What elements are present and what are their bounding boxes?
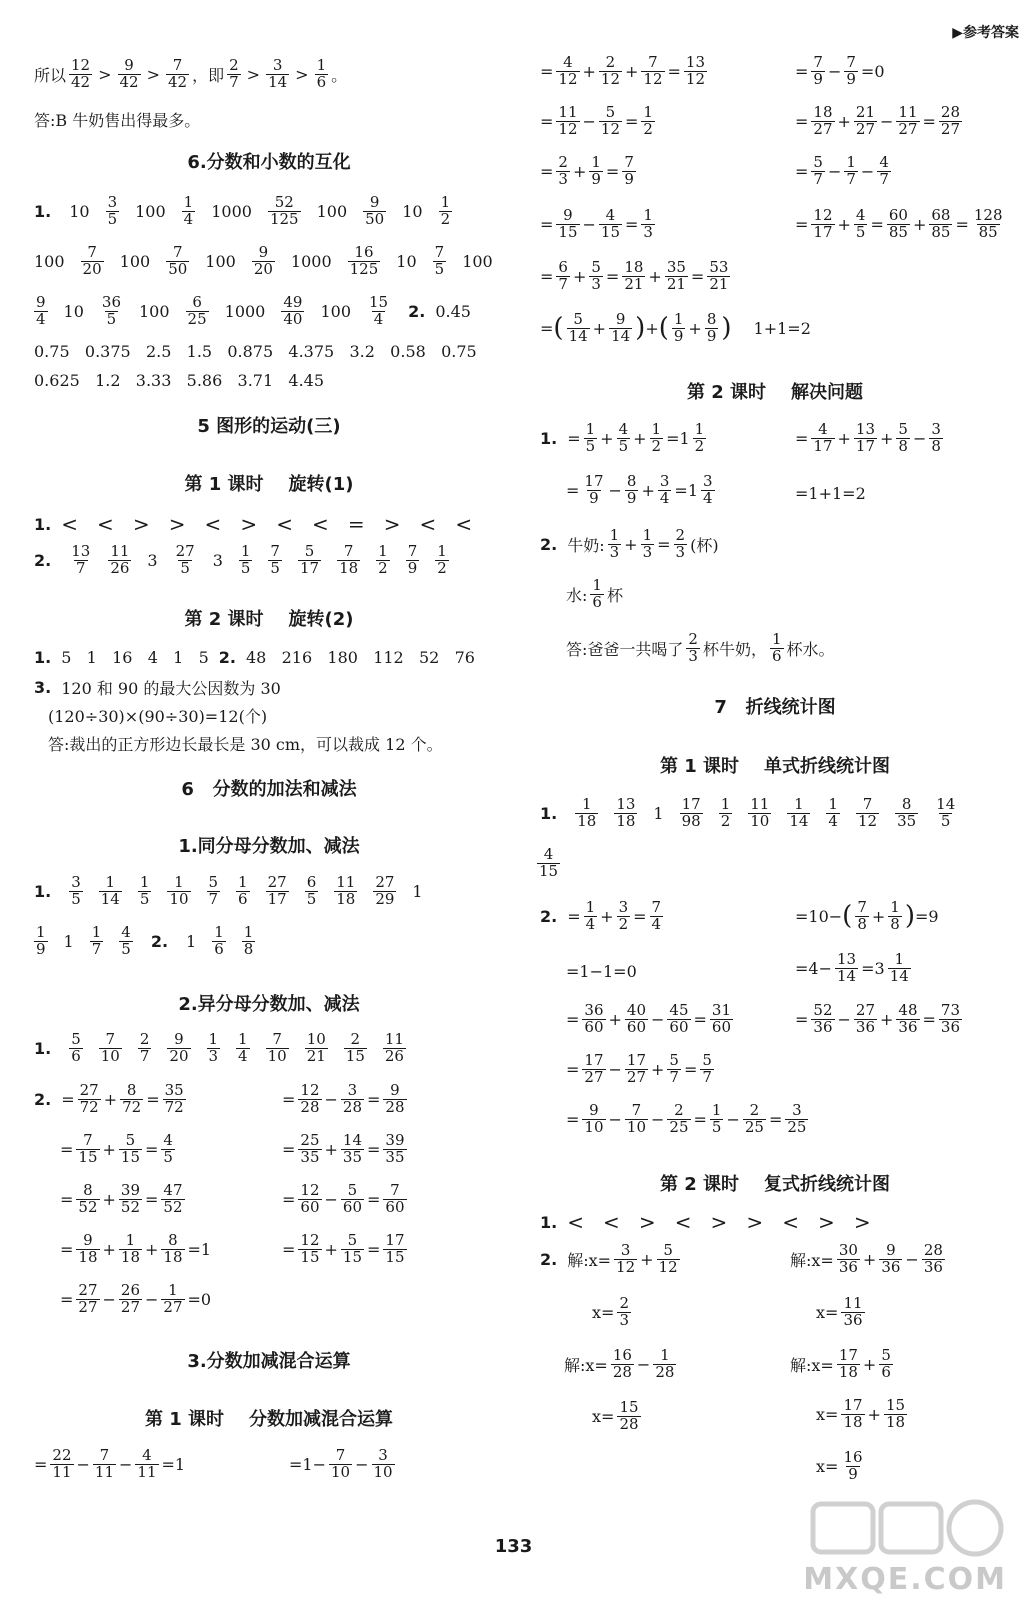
answer-row: 0.75 0.375 2.5 1.5 0.875 4.375 3.2 0.58 0.75 [34,342,477,361]
equation: 解:x= $\frac{17}{18}$ + $\frac{5}{6}$ [790,1346,891,1381]
equation: =4− $\frac{13}{14}$ =3 1 14 [795,950,909,985]
equation: 解:x= $\frac{16}{28}$ − $\frac{1}{28}$ [564,1346,675,1381]
answer-row: 9 4 10 36 5 100 6 25 1000 49 40 100 15 4 2. 0.45 [36,293,471,328]
equation: = $\frac{4}{12}$ + $\frac{2}{12}$ + $\frac{7}{12}$ = $\frac{13}{12}$ [540,53,705,88]
equation: = $\frac{2}{3}$ + $\frac{1}{9}$ = $\frac{7}{9}$ [540,153,634,188]
fraction: 12 42 [71,56,91,91]
equation: 解:x= $\frac{30}{36}$ + $\frac{9}{36}$ − $\frac{28}{36}$ [790,1241,943,1276]
equation: = $\frac{12}{15}$ + $\frac{5}{15}$ = $\frac{17}{15}$ [282,1231,405,1266]
unit-heading: 6 分数的加法和减法 [181,779,357,800]
comparison-line: 所以 12 42 > 9 42 > 7 42 ，即 2 7 > 3 14 > 1 6 。 [34,56,348,91]
answer-row: 100 7 20 100 7 50 100 9 20 1000 16 125 10 7 5 100 [34,243,493,278]
answer-row: 1. < < > > < > < < = > < < [34,512,473,536]
answer-row: 1. 3 5 1 14 1 5 1 10 5 7 1 6 27 17 6 5 11 18 27 29 1 [34,873,423,908]
equation: = $\frac{11}{12}$ − $\frac{5}{12}$ = $\frac{1}{2}$ [540,103,653,138]
answer-text: 答:爸爸一共喝了 2 3 杯牛奶， 1 6 杯水。 [566,630,835,665]
equation: = $\frac{7}{9}$ − $\frac{7}{9}$ =0 [795,53,885,88]
equation: = $\frac{27}{27}$ − $\frac{26}{27}$ − $\frac{1}{27}$ =0 [60,1281,212,1316]
fraction: 3 14 [268,56,288,91]
section-heading: 2.异分母分数加、减法 [178,994,360,1015]
equation: = $\frac{17}{9}$ − $\frac{8}{9}$ + $\frac{3}{4}$ =1 3 4 [566,472,713,507]
lesson-heading: 第 2 课时 解决问题 [686,382,864,403]
equation: = $\frac{8}{52}$ + $\frac{39}{52}$ = $\frac{47}{52}$ [60,1181,183,1216]
unit-heading: 7 折线统计图 [714,697,836,718]
unit-heading: 5 图形的运动(三) [197,416,341,437]
page-number: 133 [494,1536,533,1557]
equation: 2. 牛奶: 1 3 + $\frac{1}{3}$ = $\frac{2}{3}$ (杯) [540,526,719,561]
equation: = $\frac{9}{18}$ + $\frac{1}{18}$ + $\frac{8}{18}$ =1 [60,1231,212,1266]
equation: x= $\frac{15}{28}$ [592,1398,639,1433]
equation: 水: 1 6 杯 [566,576,623,611]
fraction: 7 42 [168,56,188,91]
fraction: 1 6 [316,56,327,91]
answer-row: 1. 10 3 5 100 1 4 1000 52 125 100 9 50 10 1 2 [34,193,451,228]
equation: = $\frac{9}{10}$ − $\frac{7}{10}$ − $\frac{2}{25}$ = $\frac{1}{5}$ − $\frac{2}{25}$ = $\frac{3}{25}$ [566,1101,807,1136]
equation: = $\frac{12}{17}$ + $\frac{4}{5}$ = $\frac{60}{85}$ + $\frac{68}{85}$ = $\frac{128}{85}$ [795,206,1003,241]
answer-row: 3. 120 和 90 的最大公因数为 30 [34,678,281,698]
fraction: 9 42 [119,56,139,91]
section-heading: 1.同分母分数加、减法 [178,836,360,857]
equation: =1− $\frac{7}{10}$ − $\frac{3}{10}$ [289,1446,393,1481]
equation: = $\frac{52}{36}$ − $\frac{27}{36}$ + $\frac{48}{36}$ = $\frac{73}{36}$ [795,1001,960,1036]
equation: 1. = $\frac{1}{5}$ + $\frac{4}{5}$ + $\frac{1}{2}$ =1 1 2 [540,420,705,455]
equation: = $\frac{12}{28}$ − $\frac{3}{28}$ = $\frac{9}{28}$ [282,1081,405,1116]
answer-row: 1. 5 1 16 4 1 5 2. 48 216 180 112 52 76 [34,648,475,667]
equation: = ( 5 14 + $\frac{9}{14}$ ) + ( 1 9 + $\frac{8}{9}$ ) 1+1=2 [540,310,811,345]
equation: = $\frac{9}{15}$ − $\frac{4}{15}$ = $\frac{1}{3}$ [540,206,653,241]
equation: = $\frac{7}{15}$ + $\frac{5}{15}$ = $\frac{4}{5}$ [60,1131,173,1166]
lesson-heading: 第 1 课时 单式折线统计图 [659,756,891,777]
equation: = $\frac{12}{60}$ − $\frac{5}{60}$ = $\frac{7}{60}$ [282,1181,405,1216]
section-heading: 3.分数加减混合运算 [187,1351,351,1372]
equation: =1+1=2 [795,484,866,503]
answer-row: 1. 5 6 7 10 2 7 9 20 1 3 1 4 7 10 10 21 2 15 11 26 [34,1030,404,1065]
equation: = $\frac{22}{11}$ − $\frac{7}{11}$ − $\frac{4}{11}$ =1 [34,1446,186,1481]
equation: = $\frac{36}{60}$ + $\frac{40}{60}$ − $\frac{45}{60}$ = $\frac{31}{60}$ [566,1001,731,1036]
answer-row: 1 9 1 1 7 4 5 2. 1 1 6 1 8 [36,923,254,958]
answer-text: 答:裁出的正方形边长最长是 30 cm，可以裁成 12 个。 [48,735,443,754]
equation: = $\frac{4}{17}$ + $\frac{13}{17}$ + $\frac{5}{8}$ − $\frac{3}{8}$ [795,420,941,455]
answer-row: 1. 1 18 13 18 1 17 98 1 2 11 10 1 14 1 4 7 12 8 35 14 5 [540,795,956,830]
answer-row: 1. < < > < > > < > > [540,1210,871,1234]
lesson-heading: 第 1 课时 旋转(1) [184,474,354,495]
equation: 2. = $\frac{1}{4}$ + $\frac{3}{2}$ = $\frac{7}{4}$ [540,898,662,933]
equation: =1−1=0 [566,962,637,981]
text: 所以 [34,65,67,85]
section-heading: 6.分数和小数的互化 [187,152,351,173]
equation: =10− ( 7 8 + $\frac{1}{8}$ ) =9 [795,898,939,933]
lesson-heading: 第 2 课时 复式折线统计图 [659,1174,891,1195]
equation: x= $\frac{17}{18}$ + $\frac{15}{18}$ [816,1396,906,1431]
equation: x= $\frac{11}{36}$ [816,1294,863,1329]
answer-row: 2. 13 7 11 26 3 27 5 3 1 5 7 5 5 17 7 18 1 2 7 9 1 2 [34,542,447,577]
answer-row: (120÷30)×(90÷30)=12(个) [48,707,268,726]
equation: x= $\frac{16}{9}$ [816,1448,863,1483]
fraction: 2 7 [229,56,239,91]
lesson-heading: 第 2 课时 旋转(2) [184,609,354,630]
equation: x= $\frac{2}{3}$ [592,1294,629,1329]
watermark-text: MXQE.COM [803,1562,1007,1597]
equation: = $\frac{17}{27}$ − $\frac{17}{27}$ + $\frac{5}{7}$ = $\frac{5}{7}$ [566,1051,712,1086]
equation: = $\frac{6}{7}$ + $\frac{5}{3}$ = $\frac{18}{21}$ + $\frac{35}{21}$ = $\frac{53}{21}$ [540,258,729,293]
answer-row: 0.625 1.2 3.33 5.86 3.71 4.45 [34,371,325,390]
equation: 2. 解:x= $\frac{3}{12}$ + $\frac{5}{12}$ [540,1241,678,1276]
answer-text: 答:B 牛奶售出得最多。 [34,111,201,130]
equation: = $\frac{5}{7}$ − $\frac{1}{7}$ − $\frac{4}{7}$ [795,153,889,188]
answer-key-tag: ▶参考答案 [952,25,1019,41]
lesson-heading: 第 1 课时 分数加减混合运算 [144,1409,394,1430]
equation: = $\frac{25}{35}$ + $\frac{14}{35}$ = $\frac{39}{35}$ [282,1131,405,1166]
equation: = $\frac{18}{27}$ + $\frac{21}{27}$ − $\frac{11}{27}$ = $\frac{28}{27}$ [795,103,960,138]
answer-row: 4 15 [539,845,559,880]
equation: 2. = $\frac{27}{72}$ + $\frac{8}{72}$ = $\frac{35}{72}$ [34,1081,184,1116]
